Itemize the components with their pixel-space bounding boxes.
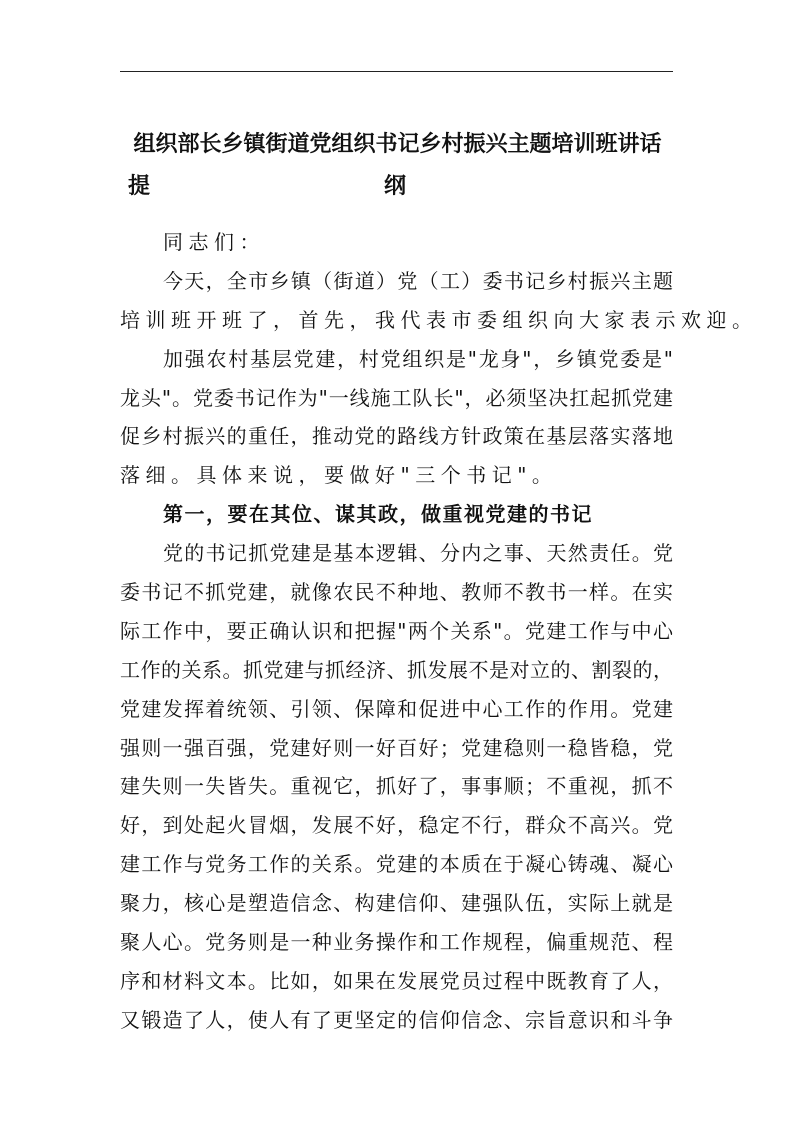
document-title-line-2: 纲 bbox=[383, 174, 409, 199]
text-line: 加强农村基层党建，村党组织是"龙身"，乡镇党委是" bbox=[163, 346, 673, 371]
section-heading bbox=[120, 495, 673, 534]
paragraph bbox=[120, 223, 673, 262]
text-line: 好，到处起火冒烟，发展不好，稳定不行，群众不高兴。党 bbox=[120, 813, 673, 838]
text-line: 党的书记抓党建是基本逻辑、分内之事、天然责任。党 bbox=[163, 541, 673, 566]
paragraph bbox=[120, 534, 673, 1040]
text-line: 落细。具体来说，要做好"三个书记"。 bbox=[120, 463, 558, 488]
text-line: 强则一强百强，党建好则一好百好；党建稳则一稳皆稳，党 bbox=[120, 735, 673, 760]
paragraph bbox=[120, 340, 673, 496]
text-line: 又锻造了人，使人有了更坚定的信仰信念、宗旨意识和斗争 bbox=[120, 1007, 673, 1032]
text-line: 工作的关系。抓党建与抓经济、抓发展不是对立的、割裂的， bbox=[120, 657, 673, 682]
text-line: 促乡村振兴的重任，推动党的路线方针政策在基层落实落地 bbox=[120, 424, 673, 449]
document-body bbox=[120, 223, 758, 1040]
text-line: 今天，全市乡镇（街道）党（工）委书记乡村振兴主题 bbox=[163, 268, 673, 293]
text-line: 培训班开班了，首先，我代表市委组织向大家表示欢迎。 bbox=[120, 307, 758, 332]
document-title-line-1: 组织部长乡镇街道党组织书记乡村振兴主题培训班讲话提 bbox=[128, 132, 662, 199]
text-line: 委书记不抓党建，就像农民不种地、教师不教书一样。在实 bbox=[120, 580, 673, 605]
text-line: 聚力，核心是塑造信念、构建信仰、建强队伍，实际上就是 bbox=[120, 891, 673, 916]
text-line: 第一，要在其位、谋其政，做重视党建的书记 bbox=[163, 502, 593, 527]
text-line: 建失则一失皆失。重视它，抓好了，事事顺；不重视，抓不 bbox=[120, 774, 673, 799]
text-line: 同志们： bbox=[163, 230, 265, 254]
text-line: 序和材料文本。比如，如果在发展党员过程中既教育了人， bbox=[120, 968, 673, 993]
text-line: 党建发挥着统领、引领、保障和促进中心工作的作用。党建 bbox=[120, 696, 673, 721]
paragraph bbox=[120, 262, 758, 340]
text-line: 建工作与党务工作的关系。党建的本质在于凝心铸魂、凝心 bbox=[120, 852, 673, 877]
header-rule bbox=[120, 71, 673, 72]
text-line: 际工作中，要正确认识和把握"两个关系"。党建工作与中心 bbox=[120, 618, 673, 643]
text-line: 聚人心。党务则是一种业务操作和工作规程，偏重规范、程 bbox=[120, 930, 673, 955]
text-line: 龙头"。党委书记作为"一线施工队长"，必须坚决扛起抓党建 bbox=[120, 385, 673, 410]
